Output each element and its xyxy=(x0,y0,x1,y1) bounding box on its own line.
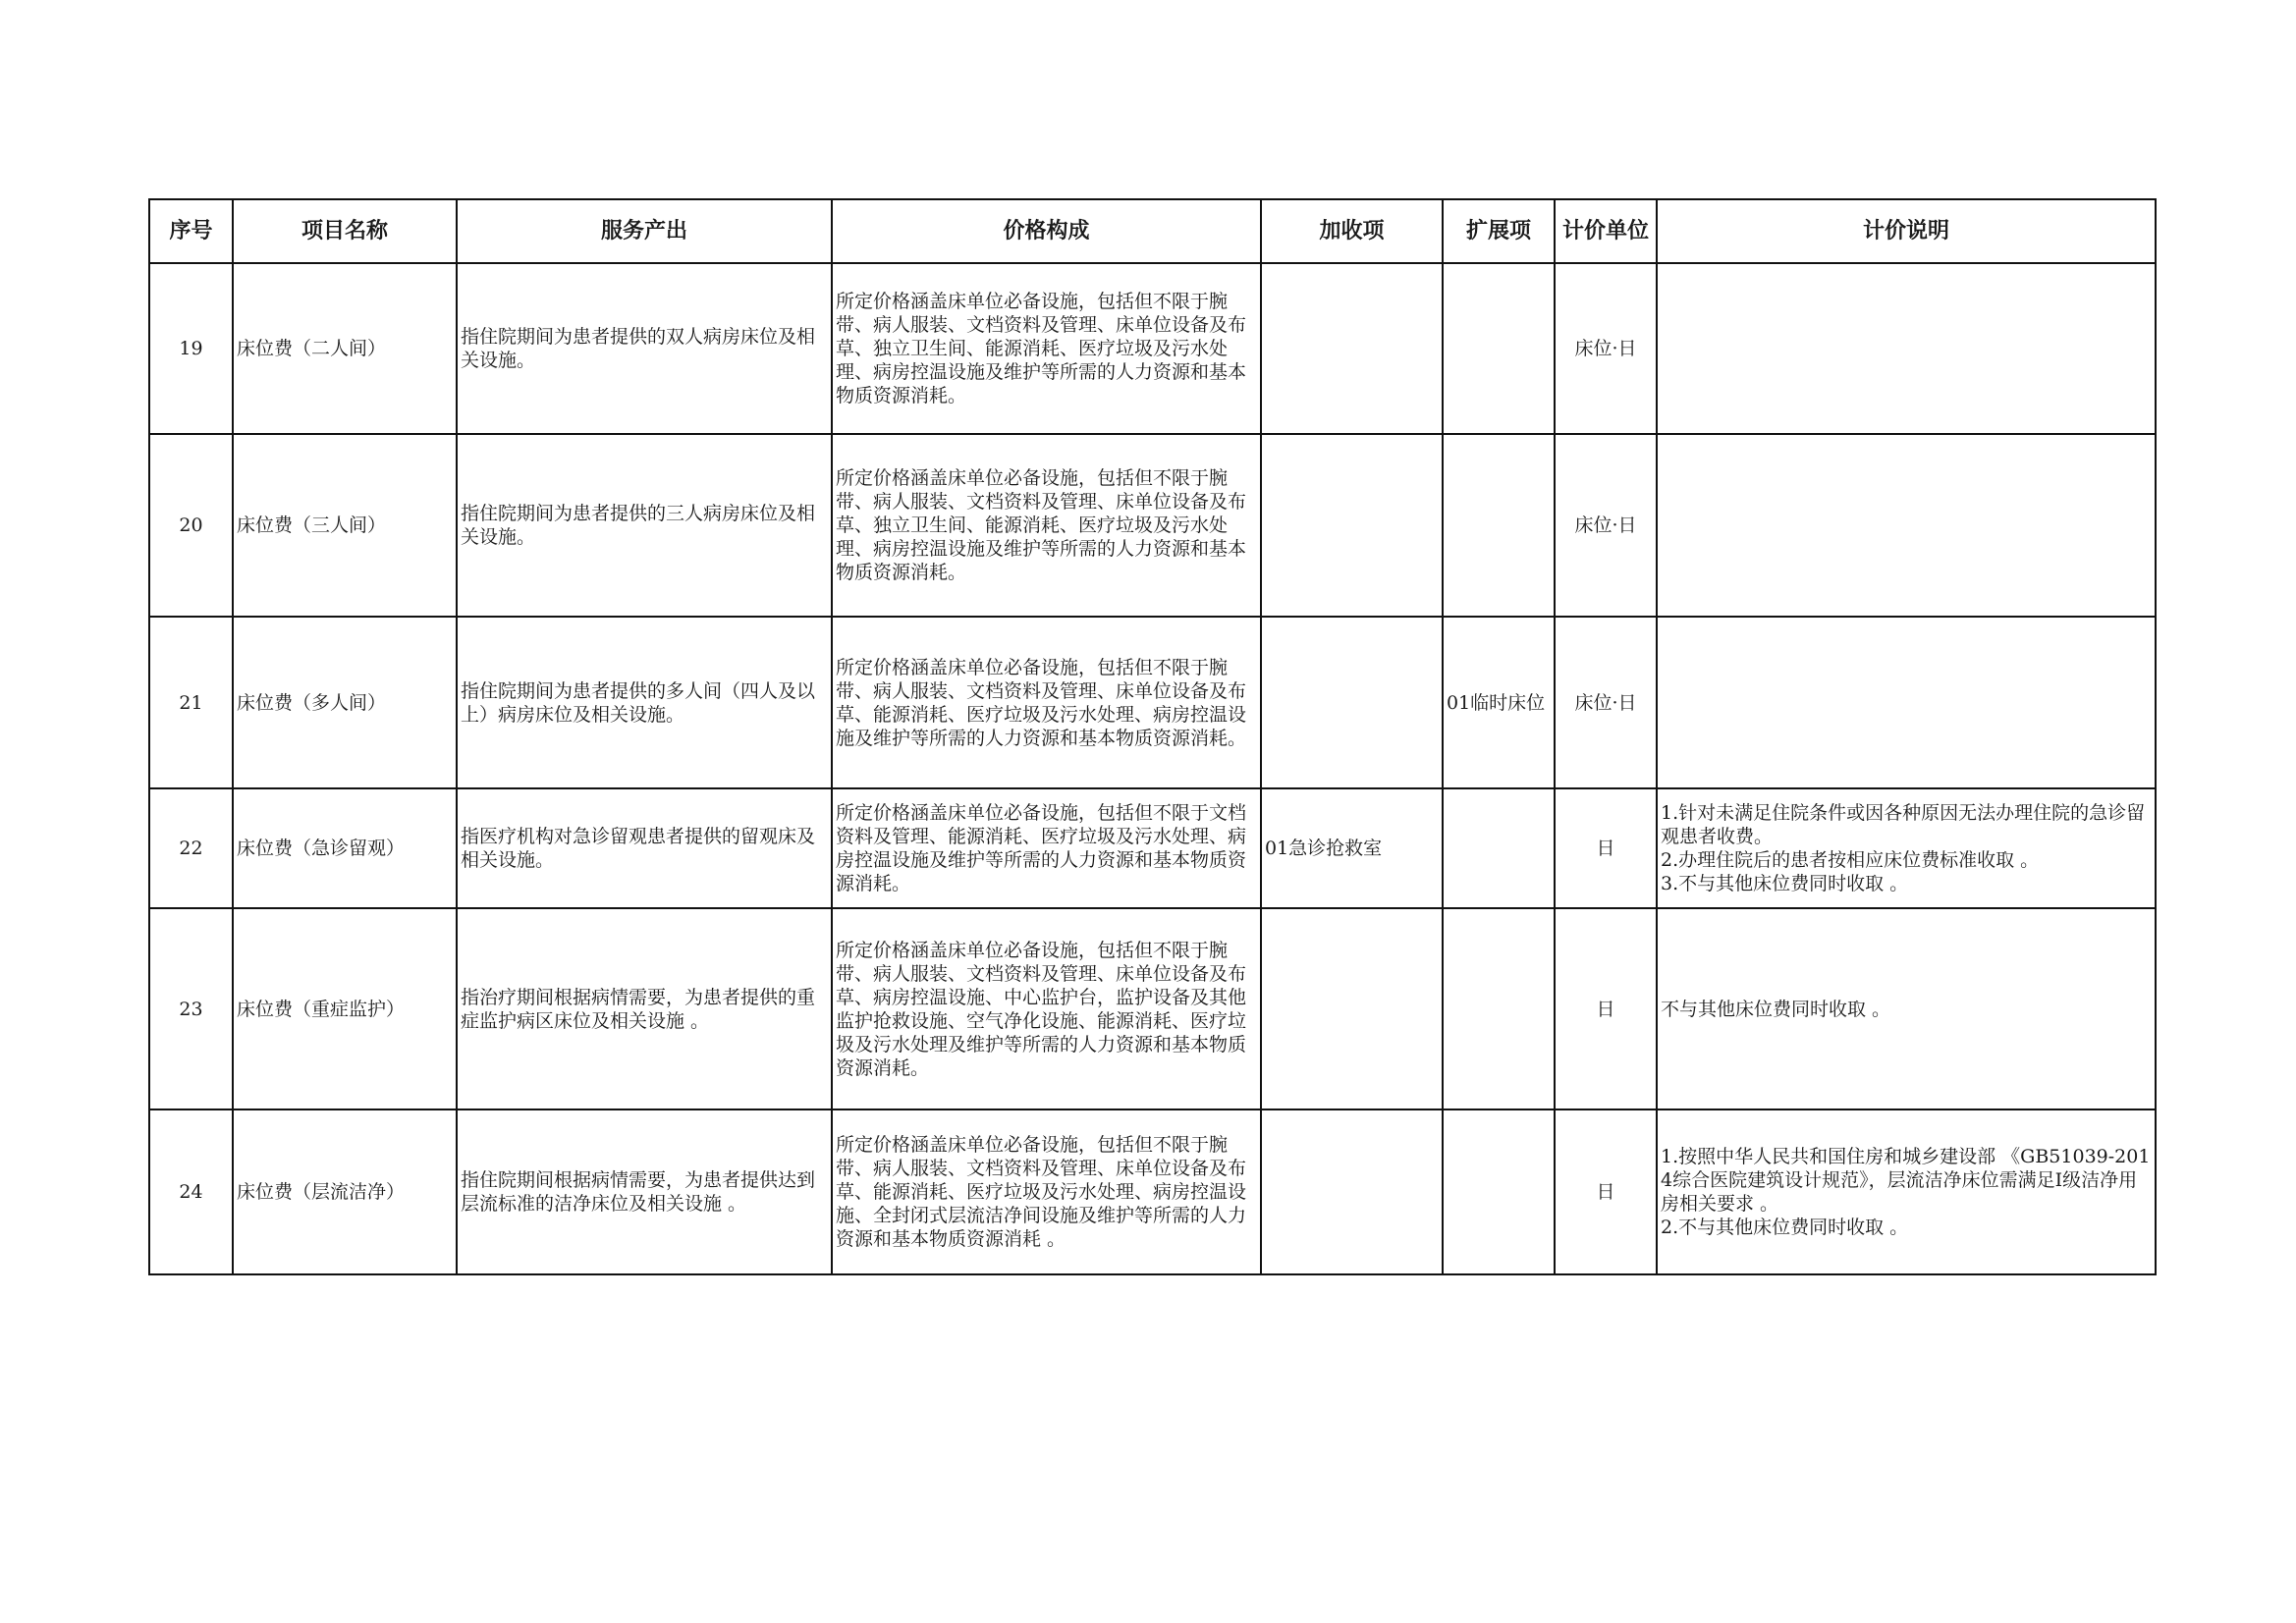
cell-unit: 日 xyxy=(1555,908,1657,1109)
cell-unit: 日 xyxy=(1555,1109,1657,1274)
cell-output: 指住院期间为患者提供的双人病房床位及相关设施。 xyxy=(457,263,832,434)
cell-unit: 床位·日 xyxy=(1555,434,1657,617)
note-line: 1.针对未满足住院条件或因各种原因无法办理住院的急诊留观患者收费。 xyxy=(1661,802,2146,847)
note-line: 3.不与其他床位费同时收取 。 xyxy=(1661,873,1909,894)
cell-extension: 01临时床位 xyxy=(1443,617,1555,788)
cell-composition: 所定价格涵盖床单位必备设施，包括但不限于腕带、病人服装、文档资料及管理、床单位设备及布草、独立卫生间、能源消耗、医疗垃圾及污水处理、病房控温设施及维护等所需的人力资源和基本物质资源消耗。 xyxy=(832,263,1261,434)
cell-name: 床位费（重症监护） xyxy=(233,908,457,1109)
col-header-composition: 价格构成 xyxy=(832,199,1261,263)
cell-output: 指治疗期间根据病情需要，为患者提供的重症监护病区床位及相关设施 。 xyxy=(457,908,832,1109)
cell-no: 24 xyxy=(149,1109,233,1274)
cell-output: 指住院期间根据病情需要，为患者提供达到层流标准的洁净床位及相关设施 。 xyxy=(457,1109,832,1274)
col-header-notes: 计价说明 xyxy=(1657,199,2156,263)
cell-extension xyxy=(1443,434,1555,617)
cell-no: 20 xyxy=(149,434,233,617)
cell-composition: 所定价格涵盖床单位必备设施，包括但不限于腕带、病人服装、文档资料及管理、床单位设备及布草、独立卫生间、能源消耗、医疗垃圾及污水处理、病房控温设施及维护等所需的人力资源和基本物质资源消耗。 xyxy=(832,434,1261,617)
col-header-extension: 扩展项 xyxy=(1443,199,1555,263)
cell-surcharge xyxy=(1261,263,1443,434)
cell-notes xyxy=(1657,788,2156,908)
cell-notes xyxy=(1657,908,2156,1109)
cell-surcharge: 01急诊抢救室 xyxy=(1261,788,1443,908)
cell-composition: 所定价格涵盖床单位必备设施，包括但不限于文档资料及管理、能源消耗、医疗垃圾及污水处理、病房控温设施及维护等所需的人力资源和基本物质资源消耗。 xyxy=(832,788,1261,908)
cell-name: 床位费（层流洁净） xyxy=(233,1109,457,1274)
col-header-surcharge: 加收项 xyxy=(1261,199,1443,263)
cell-output: 指住院期间为患者提供的三人病房床位及相关设施。 xyxy=(457,434,832,617)
cell-extension xyxy=(1443,1109,1555,1274)
cell-composition: 所定价格涵盖床单位必备设施，包括但不限于腕带、病人服装、文档资料及管理、床单位设备及布草、病房控温设施、中心监护台，监护设备及其他监护抢救设施、空气净化设施、能源消耗、医疗垃圾及污水处理及维护等所需的人力资源和基本物质资源消耗。 xyxy=(832,908,1261,1109)
cell-no: 22 xyxy=(149,788,233,908)
cell-surcharge xyxy=(1261,617,1443,788)
cell-no: 19 xyxy=(149,263,233,434)
table-row xyxy=(149,617,2156,788)
table-row xyxy=(149,788,2156,908)
cell-surcharge xyxy=(1261,908,1443,1109)
col-header-unit: 计价单位 xyxy=(1555,199,1657,263)
cell-notes xyxy=(1657,434,2156,617)
cell-no: 21 xyxy=(149,617,233,788)
cell-notes xyxy=(1657,263,2156,434)
cell-surcharge xyxy=(1261,1109,1443,1274)
cell-name: 床位费（三人间） xyxy=(233,434,457,617)
cell-surcharge xyxy=(1261,434,1443,617)
table-row xyxy=(149,1109,2156,1274)
cell-name: 床位费（二人间） xyxy=(233,263,457,434)
cell-composition: 所定价格涵盖床单位必备设施，包括但不限于腕带、病人服装、文档资料及管理、床单位设备及布草、能源消耗、医疗垃圾及污水处理、病房控温设施、全封闭式层流洁净间设施及维护等所需的人力资源和基本物质资源消耗 。 xyxy=(832,1109,1261,1274)
cell-output: 指住院期间为患者提供的多人间（四人及以上）病房床位及相关设施。 xyxy=(457,617,832,788)
cell-name: 床位费（多人间） xyxy=(233,617,457,788)
cell-unit: 日 xyxy=(1555,788,1657,908)
table-row xyxy=(149,908,2156,1109)
table-row xyxy=(149,263,2156,434)
note-line: 1.按照中华人民共和国住房和城乡建设部 《GB51039-2014综合医院建筑设计规范》，层流洁净床位需满足Ⅰ级洁净用房相关要求 。 xyxy=(1661,1146,2151,1215)
cell-unit: 床位·日 xyxy=(1555,617,1657,788)
cell-output: 指医疗机构对急诊留观患者提供的留观床及相关设施。 xyxy=(457,788,832,908)
note-line: 2.不与其他床位费同时收取 。 xyxy=(1661,1217,1909,1238)
price-table xyxy=(148,198,2157,1275)
cell-extension xyxy=(1443,263,1555,434)
cell-notes xyxy=(1657,617,2156,788)
cell-extension xyxy=(1443,788,1555,908)
cell-name: 床位费（急诊留观） xyxy=(233,788,457,908)
cell-unit: 床位·日 xyxy=(1555,263,1657,434)
table-row xyxy=(149,434,2156,617)
cell-notes xyxy=(1657,1109,2156,1274)
cell-composition: 所定价格涵盖床单位必备设施，包括但不限于腕带、病人服装、文档资料及管理、床单位设备及布草、能源消耗、医疗垃圾及污水处理、病房控温设施及维护等所需的人力资源和基本物质资源消耗。 xyxy=(832,617,1261,788)
col-header-name: 项目名称 xyxy=(233,199,457,263)
cell-extension xyxy=(1443,908,1555,1109)
col-header-no: 序号 xyxy=(149,199,233,263)
note-line: 不与其他床位费同时收取 。 xyxy=(1661,998,1891,1020)
cell-no: 23 xyxy=(149,908,233,1109)
col-header-output: 服务产出 xyxy=(457,199,832,263)
header-row xyxy=(149,199,2156,263)
note-line: 2.办理住院后的患者按相应床位费标准收取 。 xyxy=(1661,849,2040,871)
